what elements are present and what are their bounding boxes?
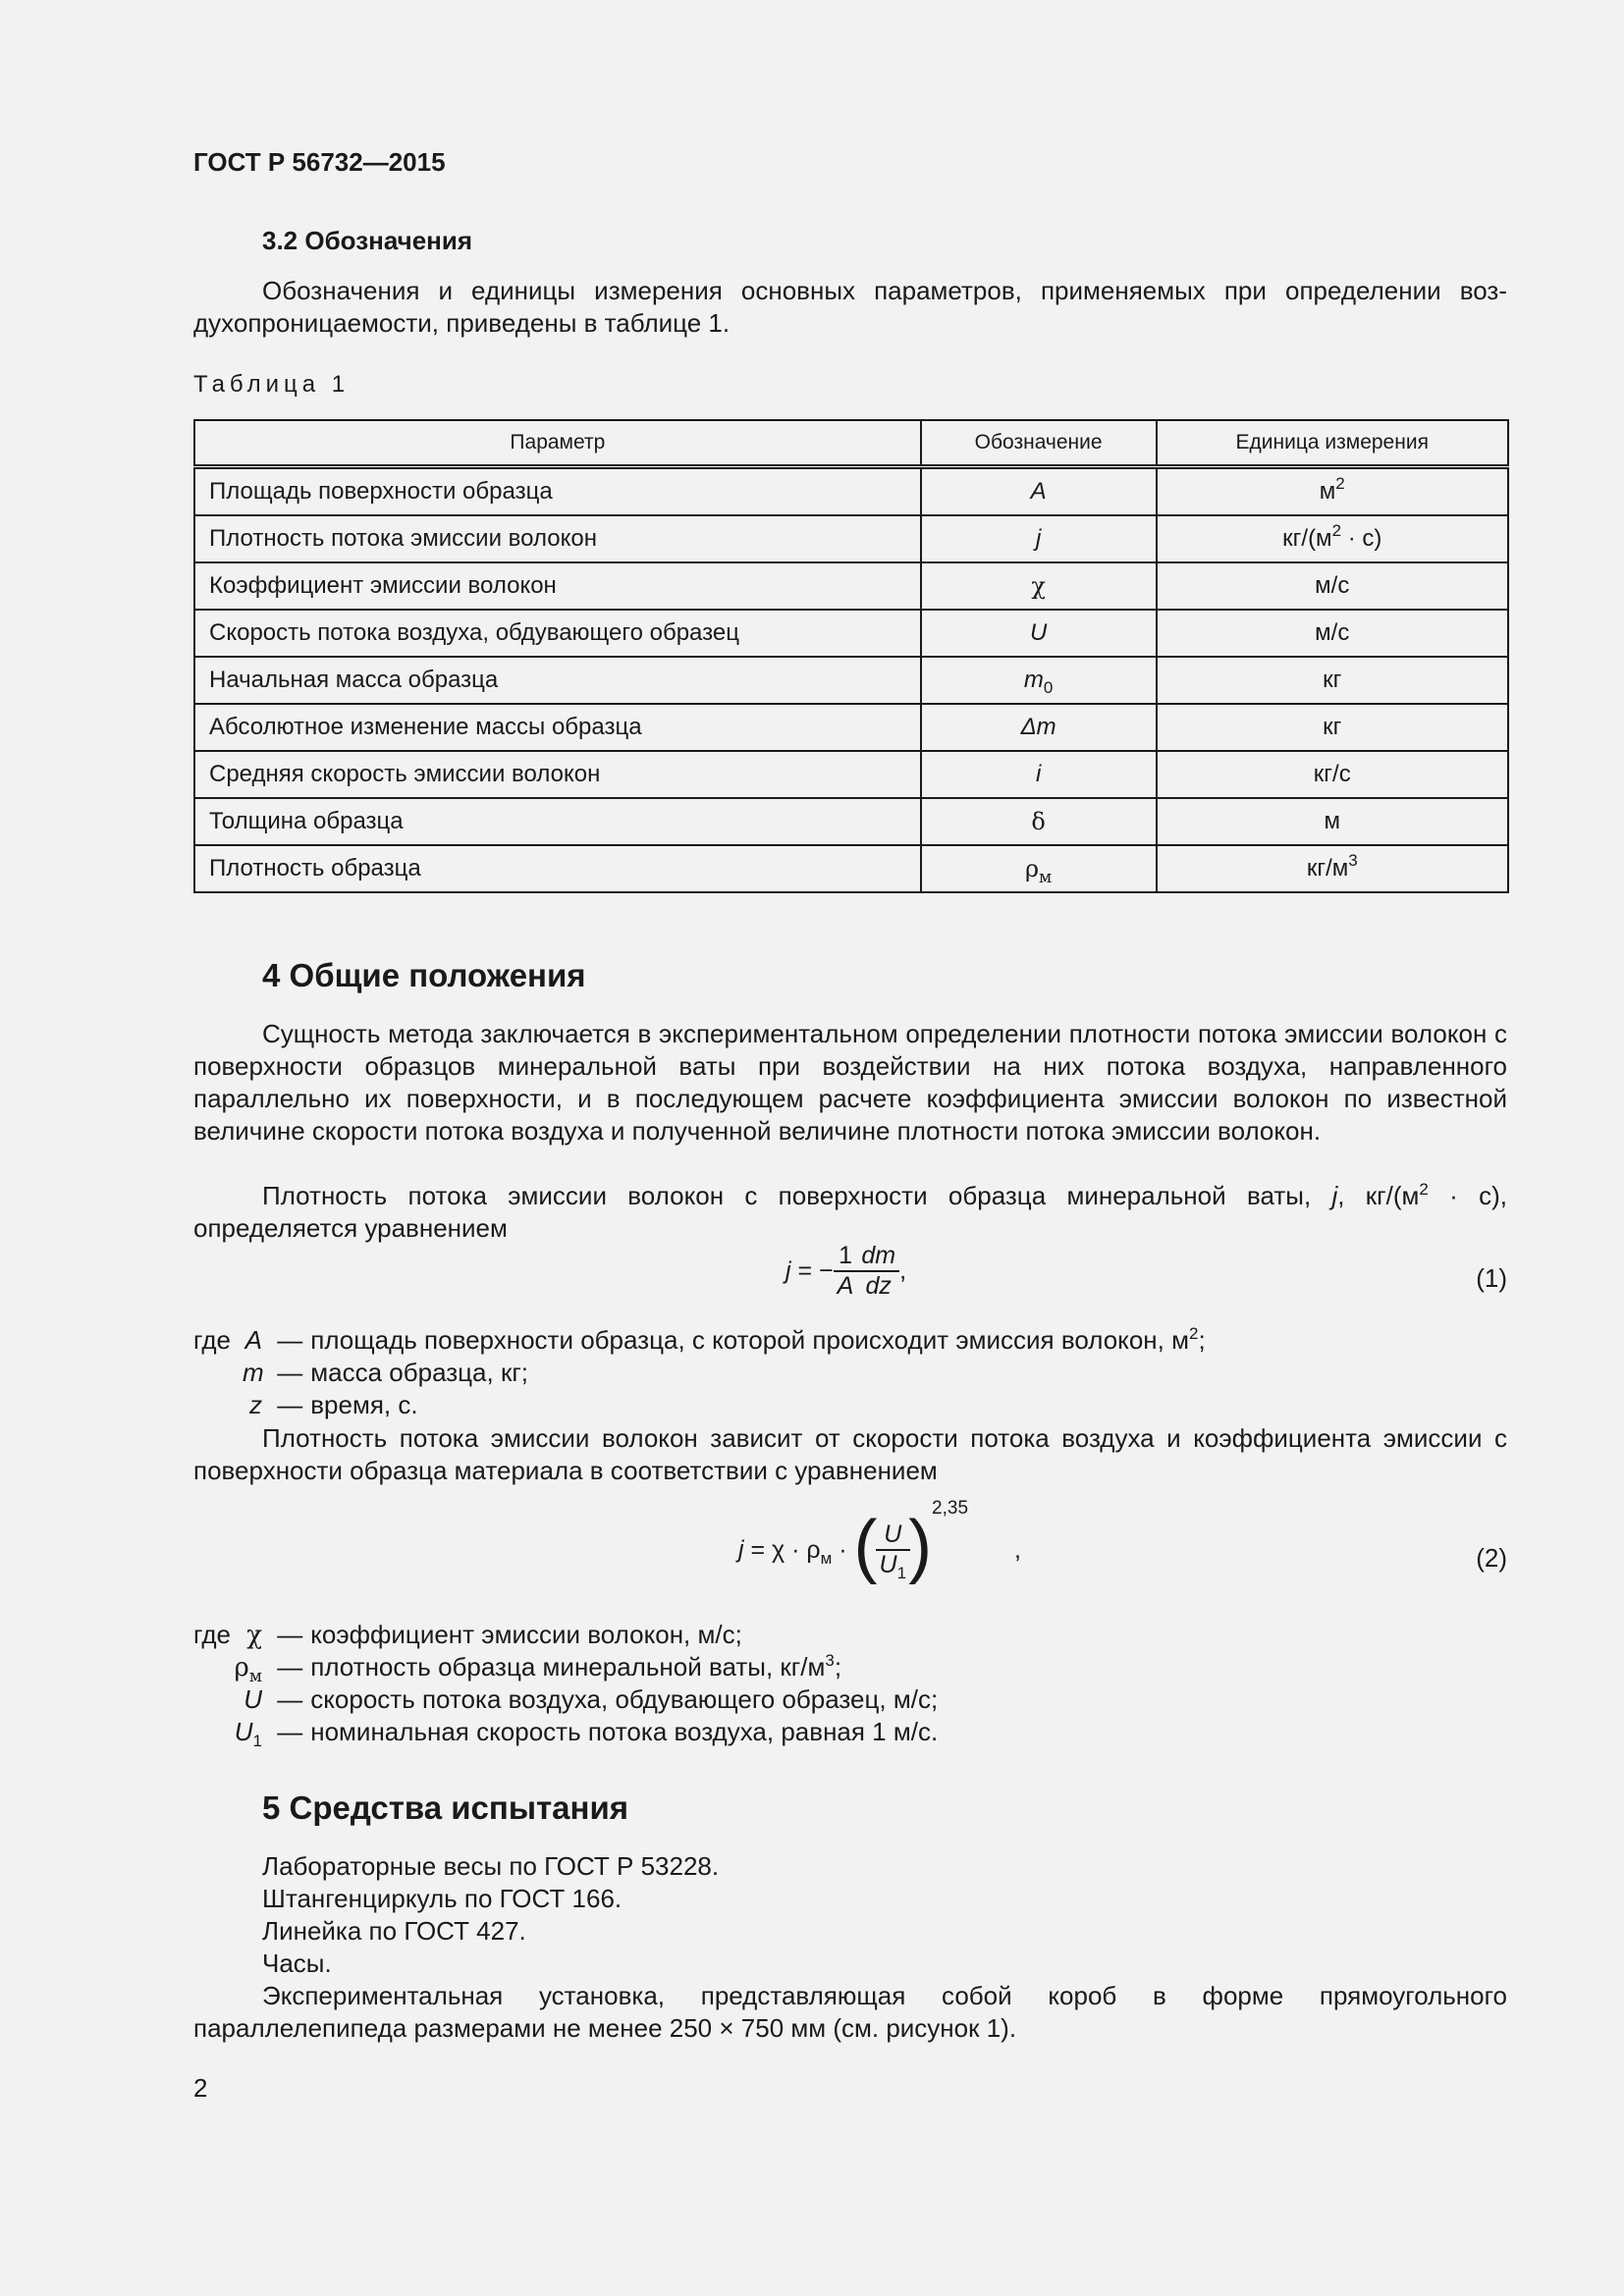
where-item: U — скорость потока воздуха, обдувающего образец, м/с; <box>244 1684 939 1714</box>
section-4-paragraph-1: Сущность метода заключается в экспериментальном определении плотности потока эмиссии волокон с поверхности образцов минеральной ваты при воздействии на них потока воздуха, направленного параллельно их поверхности, и в последующем расчете коэффициента эмиссии волокон по известной величине скорости потока воздуха и полученной величине плотности потока эмиссии волокон. <box>193 1019 1507 1146</box>
equation-1-number: (1) <box>1476 1263 1507 1293</box>
section-3-2-title: 3.2 Обозначения <box>262 226 473 255</box>
where-item: $\rho_м$ — плотность образца минеральной ваты, $кг/м^3$; <box>234 1651 842 1686</box>
param-cell: Абсолютное изменение массы образца <box>194 704 921 751</box>
table-header-cell: Параметр <box>194 420 921 467</box>
table-row <box>194 798 1508 845</box>
section-5-title: 5 Средства испытания <box>262 1789 629 1826</box>
symbol-cell: $\rho_м$ <box>921 845 1157 892</box>
unit-cell: м/с <box>1157 610 1508 657</box>
page-number: 2 <box>193 2073 208 2103</box>
symbol-cell: Δm <box>921 704 1157 751</box>
table-row <box>194 562 1508 610</box>
table-row <box>194 515 1508 562</box>
unit-cell: м <box>1157 798 1508 845</box>
unit-cell: кг <box>1157 657 1508 704</box>
unit-cell: м/с <box>1157 562 1508 610</box>
unit-cell: $м^2$ <box>1157 467 1508 516</box>
list-item: Штангенциркуль по ГОСТ 166. <box>262 1884 623 1913</box>
where-item: z — время, с. <box>249 1390 418 1419</box>
table-1 <box>193 419 1509 893</box>
param-cell: Плотность потока эмиссии волокон <box>194 515 921 562</box>
equation-1: j = − $\frac{1}{A}$ $\frac{dm}{dz}$ , <box>785 1242 907 1300</box>
symbol-cell: $m_0$ <box>921 657 1157 704</box>
table-row <box>194 845 1508 892</box>
where-item: $U_1$ — номинальная скорость потока воздуха, равная 1 м/с. <box>234 1717 939 1750</box>
param-cell: Площадь поверхности образца <box>194 467 921 516</box>
list-item: Лабораторные весы по ГОСТ Р 53228. <box>262 1851 720 1881</box>
table-header-cell: Обозначение <box>921 420 1157 467</box>
list-item: Линейка по ГОСТ 427. <box>262 1916 526 1946</box>
param-cell: Толщина образца <box>194 798 921 845</box>
symbol-cell: U <box>921 610 1157 657</box>
document-header: ГОСТ Р 56732—2015 <box>193 147 446 177</box>
section-4-paragraph-3: Плотность потока эмиссии волокон зависит от скорости потока воздуха и коэффициента эмиссии с поверхности образца материала в соответствии с уравнением <box>193 1423 1507 1485</box>
equation-2: $j = \chi \cdot \rho_м$ · ( $\frac{U}{U_1}$ )$^{2,35}$ , <box>738 1497 1021 1585</box>
where-item: где χ — коэффициент эмиссии волокон, м/с; <box>193 1620 742 1650</box>
unit-cell: $кг/(м^2 \cdot с)$ <box>1157 515 1508 562</box>
symbol-cell: j <box>921 515 1157 562</box>
table-caption: Таблица 1 <box>193 371 351 398</box>
equation-2-number: (2) <box>1476 1543 1507 1573</box>
table-row <box>194 751 1508 798</box>
table-row <box>194 704 1508 751</box>
section-4-paragraph-2: Плотность потока эмиссии волокон с поверхности образца минеральной ваты, j, $кг/(м^2 \cdot с)$, определяется уравнением <box>193 1180 1508 1243</box>
table-header-cell: Единица измерения <box>1157 420 1508 467</box>
section-5-paragraph: Экспериментальная установка, представляющая собой короб в форме прямоугольного параллелепипеда размерами не менее 250 × 750 мм (см. рисунок 1). <box>193 1981 1507 2043</box>
param-cell: Начальная масса образца <box>194 657 921 704</box>
section-3-2-paragraph-line1: Обозначения и единицы измерения основных параметров, применяемых при определении воз- <box>262 276 1507 305</box>
unit-cell: кг <box>1157 704 1508 751</box>
symbol-cell: A <box>921 467 1157 516</box>
section-3-2-paragraph-line2: духопроницаемости, приведены в таблице 1. <box>193 308 731 338</box>
list-item: Часы. <box>262 1949 332 1978</box>
table-header-row <box>194 420 1508 467</box>
unit-cell: кг/с <box>1157 751 1508 798</box>
symbol-cell: δ <box>921 798 1157 845</box>
symbol-cell: χ <box>921 562 1157 610</box>
table-row <box>194 467 1508 516</box>
unit-cell: $кг/м^3$ <box>1157 845 1508 892</box>
symbol-cell: i <box>921 751 1157 798</box>
table-row <box>194 610 1508 657</box>
table-row <box>194 657 1508 704</box>
param-cell: Средняя скорость эмиссии волокон <box>194 751 921 798</box>
param-cell: Скорость потока воздуха, обдувающего образец <box>194 610 921 657</box>
param-cell: Плотность образца <box>194 845 921 892</box>
where-item: m — масса образца, кг; <box>243 1358 529 1387</box>
where-item: где A — площадь поверхности образца, с которой происходит эмиссия волокон, $м^2$; <box>193 1324 1206 1355</box>
section-4-title: 4 Общие положения <box>262 957 586 993</box>
param-cell: Коэффициент эмиссии волокон <box>194 562 921 610</box>
